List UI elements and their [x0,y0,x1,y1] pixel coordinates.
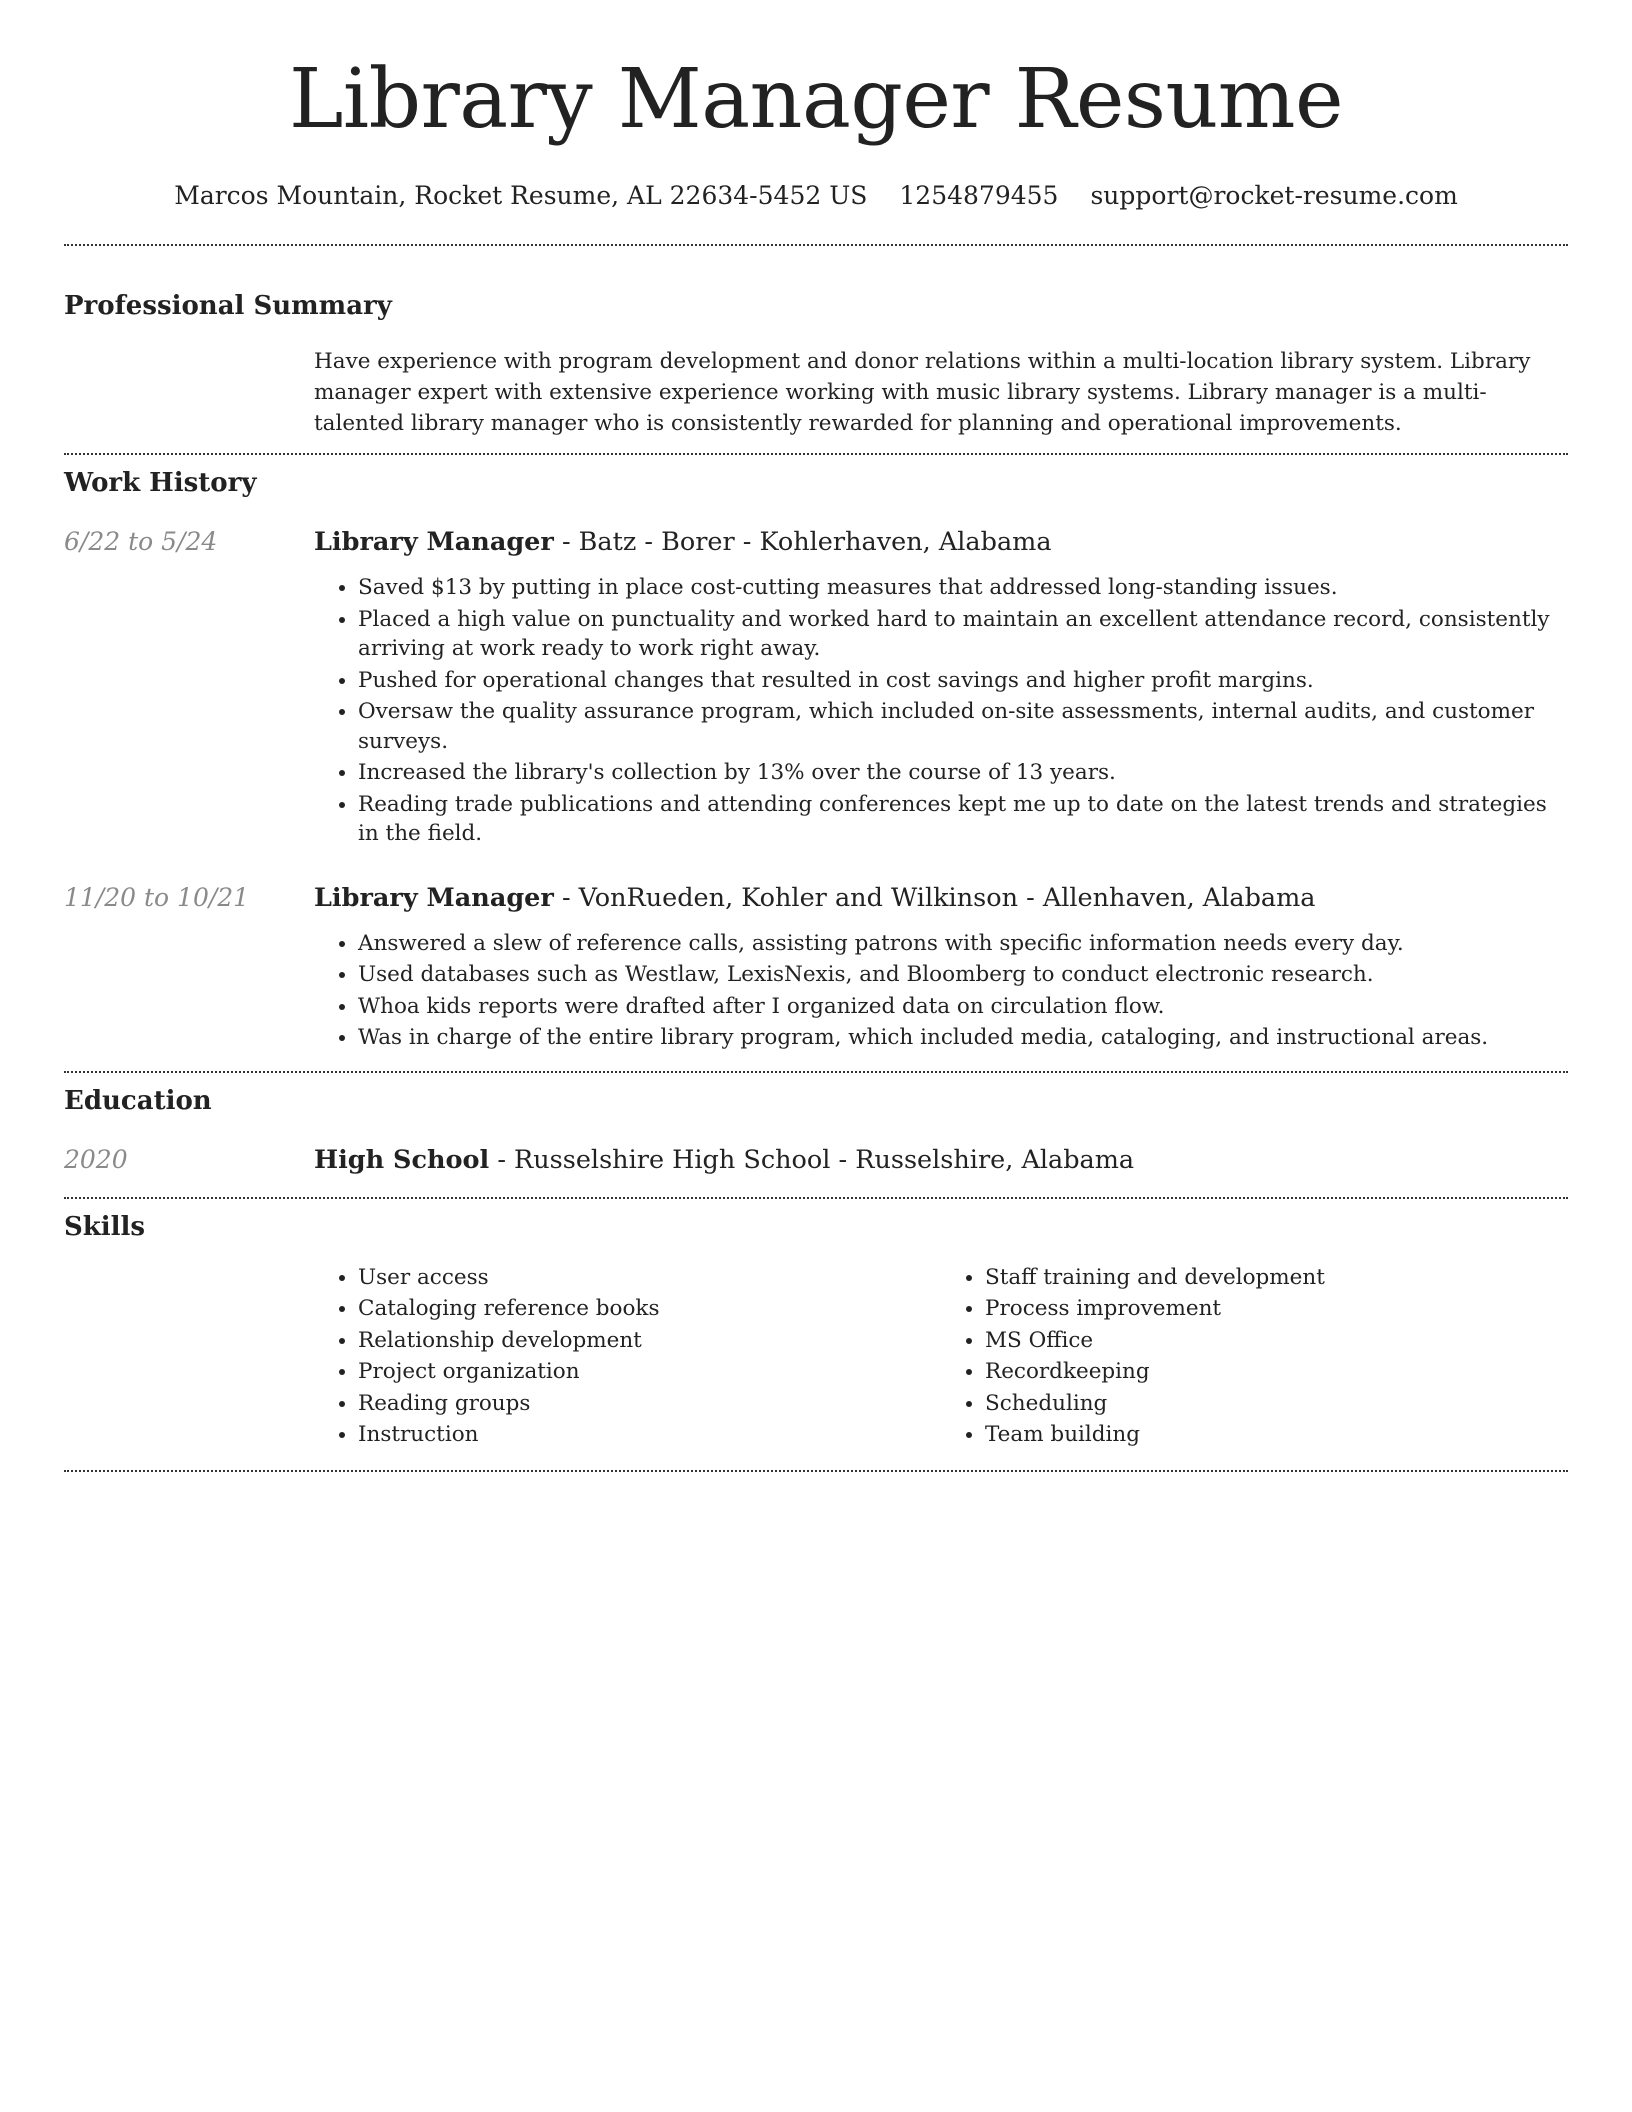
degree: High School [314,1144,490,1175]
education-title [314,1143,1568,1177]
work-bullet: • Whoa kids reports were drafted after I organized data on circulation flow. [358,992,1568,1022]
summary-heading: Professional Summary [64,291,392,321]
work-bullets [314,929,1568,1053]
divider [64,244,1568,246]
divider [64,453,1568,455]
skill-item: • Cataloging reference books [358,1294,941,1324]
work-bullet: • Reading trade publications and attending conferences kept me up to date on the latest trends and strategies in the field. [358,790,1568,849]
skills-section [64,1211,1568,1470]
school-location: - Russelshire High School - Russelshire, Alabama [489,1144,1135,1175]
work-dates: 11/20 to 10/21 [64,882,250,912]
job-role: Library Manager [314,882,554,913]
work-title [314,881,1568,915]
skills-list [314,1263,941,1450]
skill-item: • Relationship development [358,1326,941,1356]
skill-item: • Reading groups [358,1389,941,1419]
job-employer-location: - Batz - Borer - Kohlerhaven, Alabama [553,527,1052,557]
work-bullet: • Increased the library's collection by 13% over the course of 13 years. [358,758,1568,788]
education-entry [64,1143,1568,1197]
work-entry [64,881,1568,1055]
work-bullet: • Used databases such as Westlaw, LexisNexis, and Bloomberg to conduct electronic research. [358,960,1568,990]
work-entry-body [314,881,1568,1055]
work-bullet: • Was in charge of the entire library program, which included media, cataloging, and instructional areas. [358,1023,1568,1053]
divider [64,1197,1568,1199]
skill-item: • Instruction [358,1420,941,1450]
work-history-heading: Work History [64,468,257,498]
work-entry-body [314,525,1568,851]
work-bullets [314,573,1568,849]
skill-item: • Project organization [358,1357,941,1387]
contact-email: support@rocket-resume.com [1090,181,1458,210]
skill-item: • Process improvement [985,1294,1568,1324]
education-heading: Education [64,1085,212,1116]
work-bullet: • Saved $13 by putting in place cost-cutting measures that addressed long-standing issues. [358,573,1568,603]
summary-text: Have experience with program development and donor relations within a multi-location library system. Library manager expert with extensive experience working with music library systems. Library manager is a multi-talented library manager who is consistently rewarded for planning and operational improvements. [314,349,1531,436]
education-entry-body [314,1143,1568,1177]
skill-item: • User access [358,1263,941,1293]
skills-column-left [314,1263,941,1452]
work-entry [64,525,1568,851]
work-history-section [64,467,1568,1071]
skill-item: • Staff training and development [985,1263,1568,1293]
skills-list [941,1263,1568,1450]
job-role: Library Manager [314,527,554,557]
education-section [64,1085,1568,1197]
education-dates: 2020 [64,1144,128,1174]
skills-heading: Skills [64,1211,146,1242]
skill-item: • Scheduling [985,1389,1568,1419]
work-dates: 6/22 to 5/24 [64,527,218,556]
work-bullet: • Pushed for operational changes that resulted in cost savings and higher profit margins. [358,666,1568,696]
work-bullet: • Placed a high value on punctuality and worked hard to maintain an excellent attendance record, consistently arriving at work ready to work right away. [358,605,1568,664]
skills-column-right [941,1263,1568,1452]
skill-item: • Team building [985,1420,1568,1450]
divider [64,1470,1568,1472]
summary-section [64,290,1568,453]
contact-line [64,180,1568,212]
contact-address: Marcos Mountain, Rocket Resume, AL 22634-5452 US [174,181,868,210]
job-employer-location: - VonRueden, Kohler and Wilkinson - Allenhaven, Alabama [553,882,1316,913]
work-bullet: • Oversaw the quality assurance program, which included on-site assessments, internal audits, and customer surveys. [358,697,1568,756]
skills-columns [314,1263,1568,1470]
contact-phone: 1254879455 [899,181,1059,210]
skill-item: • MS Office [985,1326,1568,1356]
divider [64,1071,1568,1073]
resume-title: Library Manager Resume [288,52,1344,147]
skill-item: • Recordkeeping [985,1357,1568,1387]
work-title [314,525,1568,559]
work-bullet: • Answered a slew of reference calls, assisting patrons with specific information needs every day. [358,929,1568,959]
